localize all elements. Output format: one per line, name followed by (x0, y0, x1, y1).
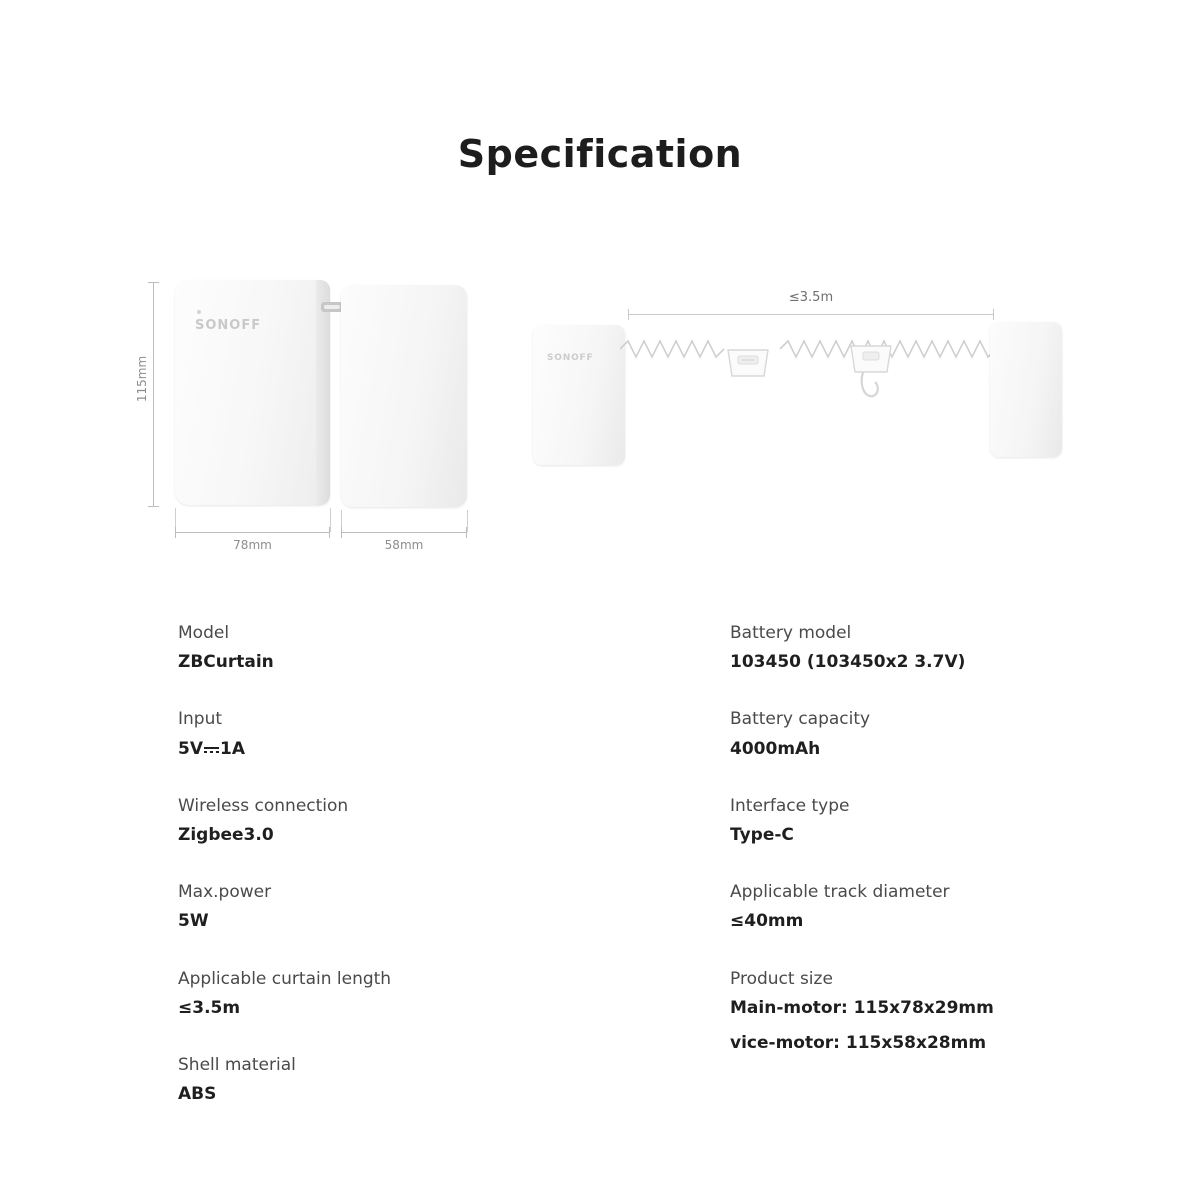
product-diagram (0, 240, 1200, 552)
spec-max-power (178, 879, 658, 935)
spec-label: Wireless connection (178, 795, 349, 816)
spec-track-diameter (730, 879, 1200, 935)
spec-value: Main-motor: 115x78x29mm (730, 997, 994, 1018)
spec-shell-material (178, 1052, 658, 1108)
brand-logo: SONOFF (195, 318, 262, 333)
spec-label: Shell material (178, 1054, 296, 1075)
spec-value: ZBCurtain (178, 652, 274, 673)
spec-label: Input (178, 709, 223, 730)
brand-dot-icon (197, 310, 201, 314)
spec-label: Interface type (730, 795, 850, 816)
spec-label: Applicable curtain length (178, 968, 392, 989)
main-width-dimension-label: 78mm (233, 538, 272, 552)
spec-value: ≤40mm (730, 911, 804, 932)
spec-interface-type (730, 793, 1200, 849)
vice-motor-device (341, 285, 467, 507)
curtain-clip-icon (720, 346, 776, 386)
height-dimension-line (153, 282, 154, 507)
height-dimension-label: 115mm (135, 355, 150, 403)
spec-input (178, 706, 658, 762)
main-motor-side-face (316, 280, 330, 505)
install-main-motor (533, 325, 625, 465)
spec-value: Type-C (730, 824, 794, 845)
spec-value: ABS (178, 1084, 217, 1105)
dc-current-icon (204, 743, 219, 755)
spec-value-prefix: 5V (178, 738, 203, 759)
vice-width-dimension-label: 58mm (384, 538, 424, 552)
curtain-span-label: ≤3.5m (788, 290, 834, 305)
spec-applicable-curtain-length (178, 966, 658, 1022)
specs-column-left (178, 620, 658, 1138)
spec-label: Battery model (730, 623, 852, 643)
main-motor-device (175, 280, 330, 505)
spec-value-secondary: vice-motor: 115x58x28mm (730, 1032, 987, 1053)
spec-label: Product size (730, 968, 833, 989)
spec-battery-capacity (730, 706, 1200, 762)
connector-port-icon (321, 302, 343, 312)
spec-value: Zigbee3.0 (178, 824, 274, 845)
brand-logo-small: SONOFF (547, 353, 594, 363)
spec-value: ≤3.5m (178, 997, 241, 1018)
dimension-tick (467, 510, 468, 532)
spec-value (178, 736, 658, 763)
spec-label: Model (178, 623, 230, 643)
curtain-hook-icon (845, 342, 897, 404)
page-title: Specification (457, 132, 743, 176)
spec-label: Applicable track diameter (730, 882, 950, 903)
spec-wireless-connection (178, 793, 658, 849)
specs-column-right (730, 620, 1200, 1087)
curtain-track-icon (620, 336, 1000, 362)
spec-product-size (730, 966, 1200, 1058)
spec-value: 103450 (103450x2 3.7V) (730, 652, 966, 673)
install-vice-motor (990, 322, 1062, 457)
spec-label: Battery capacity (730, 709, 871, 730)
spec-value: 5W (178, 911, 209, 932)
vice-width-dimension-line (341, 532, 467, 533)
spec-value-suffix: 1A (220, 738, 245, 759)
spec-battery-model (730, 620, 1200, 676)
installation-diagram (520, 250, 1080, 480)
spec-value: 4000mAh (730, 738, 821, 759)
dimension-tick (330, 508, 331, 532)
main-width-dimension-line (175, 532, 330, 533)
curtain-span-dimension-line (628, 314, 994, 315)
spec-label: Max.power (178, 882, 272, 903)
spec-model (178, 620, 658, 676)
